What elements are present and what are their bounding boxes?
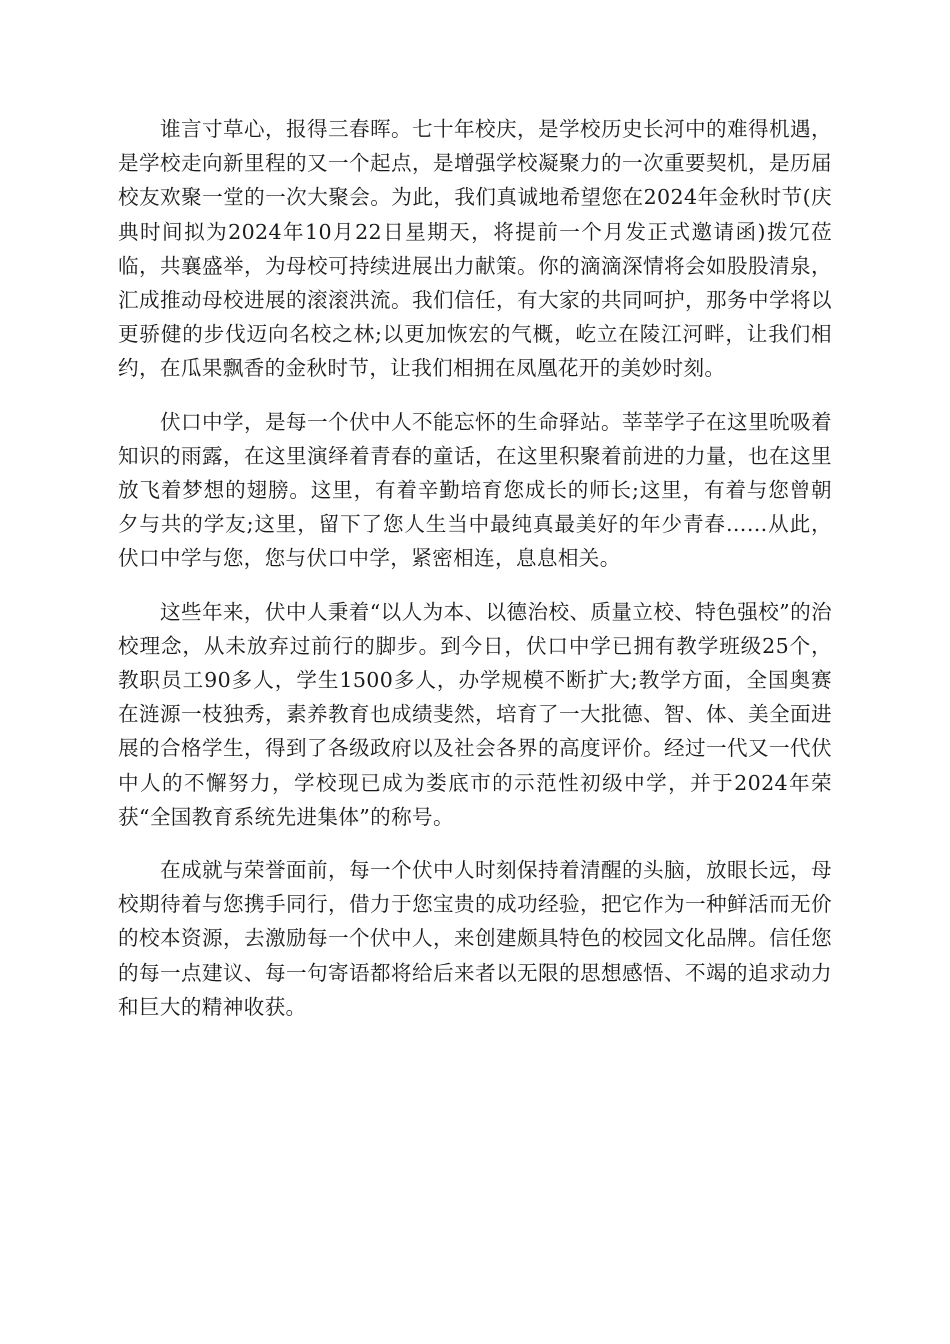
document-page bbox=[118, 112, 832, 1043]
paragraph-school-achievements: 这些年来，伏中人秉着“以人为本、以德治校、质量立校、特色强校”的治校理念，从未放弃过前行的脚步。到今日，伏口中学已拥有教学班级25个，教职员工90多人，学生1500多人，办学规模不断扩大;教学方面，全国奥赛在涟源一枝独秀，素养教育也成绩斐然，培育了一大批德、智、体、美全面进展的合格学生，得到了各级政府以及社会各界的高度评价。经过一代又一代伏中人的不懈努力，学校现已成为娄底市的示范性初级中学，并于2024年荣获“全国教育系统先进集体”的称号。 bbox=[118, 599, 832, 829]
paragraph-school-memories: 伏口中学，是每一个伏中人不能忘怀的生命驿站。莘莘学子在这里吮吸着知识的雨露，在这里演绎着青春的童话，在这里积聚着前进的力量，也在这里放飞着梦想的翅膀。这里，有着辛勤培育您成长的师长;这里，有着与您曾朝夕与共的学友;这里，留下了您人生当中最纯真最美好的年少青春……从此，伏口中学与您，您与伏口中学，紧密相连，息息相关。 bbox=[118, 409, 832, 571]
paragraph-anniversary-invitation: 谁言寸草心，报得三春晖。七十年校庆，是学校历史长河中的难得机遇，是学校走向新里程的又一个起点，是增强学校凝聚力的一次重要契机，是历届校友欢聚一堂的一次大聚会。为此，我们真诚地希望您在2024年金秋时节(庆典时间拟为2024年10月22日星期天，将提前一个月发正式邀请函)拨冗莅临，共襄盛举，为母校可持续进展出力献策。你的滴滴深情将会如股股清泉，汇成推动母校进展的滚滚洪流。我们信任，有大家的共同呵护，那务中学将以更骄健的步伐迈向名校之林;以更加恢宏的气概，屹立在陵江河畔，让我们相约，在瓜果飘香的金秋时节，让我们相拥在凤凰花开的美妙时刻。 bbox=[118, 117, 832, 381]
paragraph-looking-forward: 在成就与荣誉面前，每一个伏中人时刻保持着清醒的头脑，放眼长远，母校期待着与您携手同行，借力于您宝贵的成功经验，把它作为一种鲜活而无价的校本资源，去激励每一个伏中人，来创建颇具特色的校园文化品牌。信任您的每一点建议、每一句寄语都将给后来者以无限的思想感悟、不竭的追求动力和巨大的精神收获。 bbox=[118, 858, 832, 1019]
